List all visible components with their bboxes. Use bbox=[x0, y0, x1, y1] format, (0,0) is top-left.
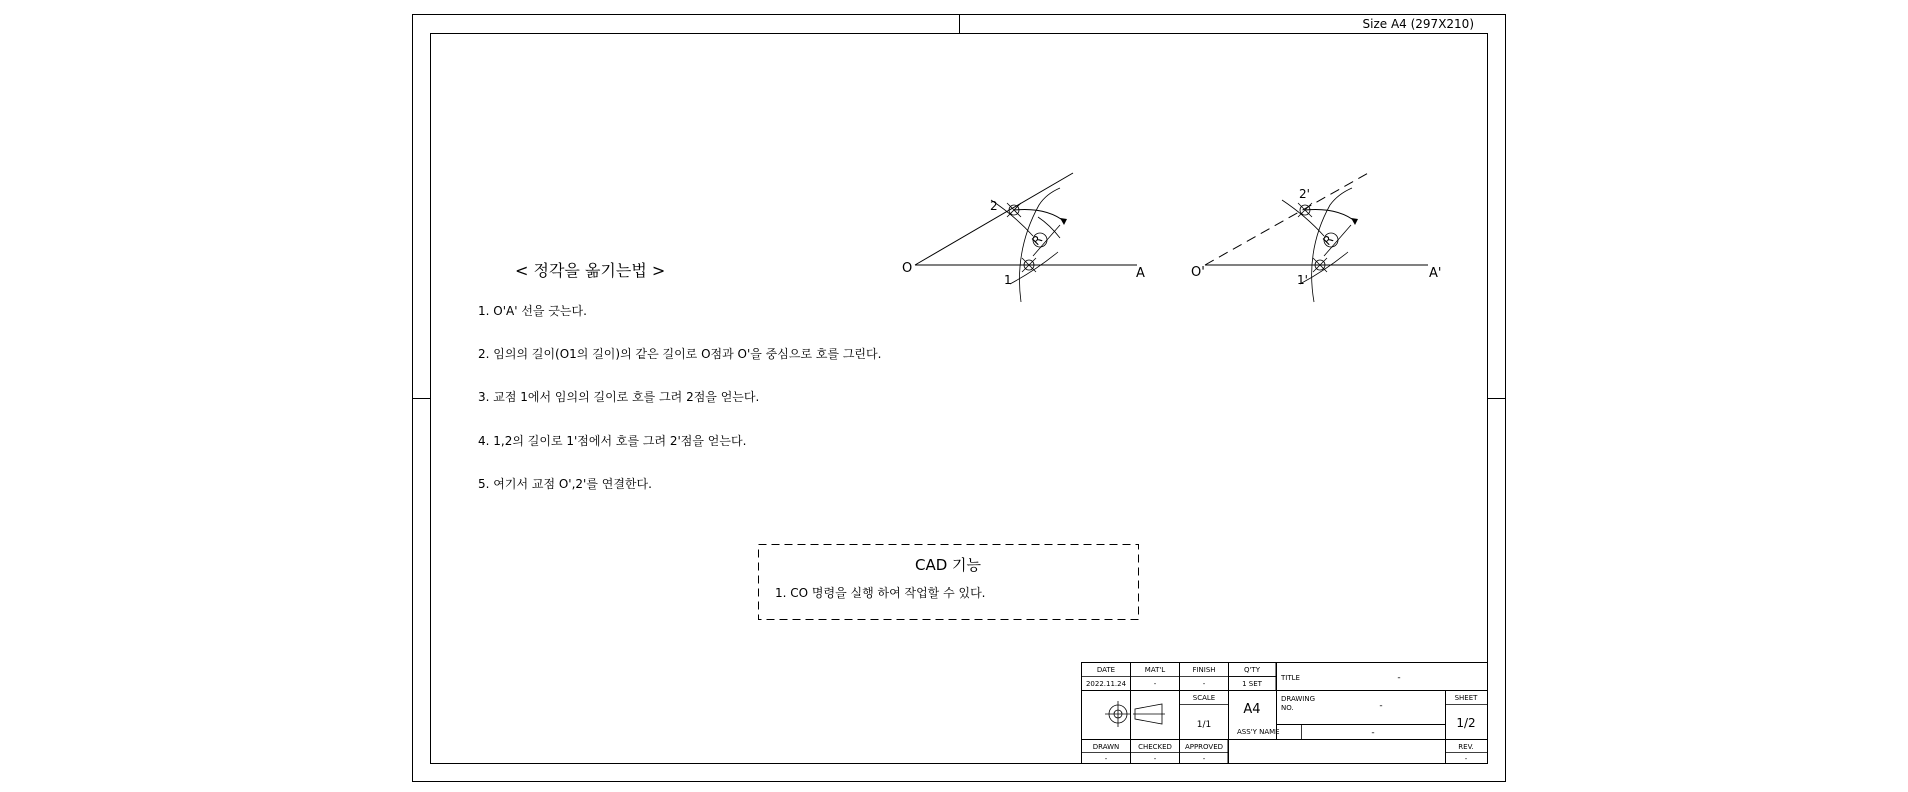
drawing-no-label: DRAWING bbox=[1281, 695, 1316, 703]
material-value: - bbox=[1153, 680, 1157, 688]
drawing-no-value: - bbox=[1379, 701, 1383, 711]
step-1: 1. O'A' 선을 긋는다. bbox=[478, 304, 587, 318]
label-1': 1' bbox=[1297, 273, 1308, 287]
label-O: O bbox=[902, 261, 913, 276]
radius-label-left: R bbox=[1029, 232, 1046, 249]
arc-at-1 bbox=[1010, 252, 1058, 284]
quantity-label: Q'TY bbox=[1244, 666, 1260, 674]
sheet-label: SHEET bbox=[1454, 694, 1478, 702]
paper-size-value: A4 bbox=[1243, 702, 1261, 717]
sheet-value: 1/2 bbox=[1456, 716, 1476, 730]
revision-value: - bbox=[1464, 755, 1468, 763]
assembly-name-label: ASS'Y NAME bbox=[1237, 728, 1280, 736]
step-2: 2. 임의의 길이(O1의 길이)의 같은 길이로 O점과 O'을 중심으로 호를 그린다. bbox=[478, 347, 882, 361]
cad-box-title: CAD 기능 bbox=[914, 556, 982, 574]
material-label: MAT'L bbox=[1144, 666, 1166, 674]
scale-value: 1/1 bbox=[1196, 720, 1212, 730]
scale-label: SCALE bbox=[1192, 694, 1216, 702]
step-4: 4. 1,2의 길이로 1'점에서 호를 그려 2'점을 얻는다. bbox=[478, 434, 747, 448]
label-2: 2 bbox=[990, 199, 998, 213]
label-O': O' bbox=[1191, 265, 1205, 280]
page-heading: < 정각을 옮기는법 > bbox=[515, 261, 666, 280]
title-value: - bbox=[1397, 673, 1401, 683]
approved-label: APPROVED bbox=[1184, 743, 1224, 751]
label-A': A' bbox=[1429, 266, 1442, 281]
radius-label-right: R bbox=[1320, 232, 1337, 249]
label-1: 1 bbox=[1004, 273, 1012, 287]
finish-value: - bbox=[1202, 680, 1206, 688]
date-label: DATE bbox=[1096, 666, 1116, 674]
checked-value: - bbox=[1153, 755, 1157, 763]
step-3: 3. 교점 1에서 임의의 길이로 호를 그려 2점을 얻는다. bbox=[478, 390, 760, 404]
radius-arc bbox=[1038, 217, 1060, 238]
date-value: 2022.11.24 bbox=[1085, 680, 1127, 688]
angle-side-line bbox=[915, 173, 1073, 265]
label-2': 2' bbox=[1299, 187, 1310, 201]
title-label: TITLE bbox=[1281, 674, 1300, 682]
step-5: 5. 여기서 교점 O',2'를 연결한다. bbox=[478, 477, 652, 491]
quantity-value: 1 SET bbox=[1242, 680, 1262, 688]
figure-original-angle bbox=[902, 173, 1145, 302]
transferred-side-line bbox=[1205, 172, 1370, 265]
third-angle-projection-icon bbox=[1105, 701, 1165, 727]
assembly-name-value: - bbox=[1371, 728, 1375, 738]
finish-label: FINISH bbox=[1192, 666, 1216, 674]
drawn-label: DRAWN bbox=[1092, 743, 1120, 751]
figure-transferred-angle bbox=[1191, 172, 1441, 302]
checked-label: CHECKED bbox=[1138, 743, 1172, 751]
revision-label: REV. bbox=[1458, 743, 1474, 751]
sheet-size-label: Size A4 (297X210) bbox=[1362, 17, 1474, 31]
approved-value: - bbox=[1202, 755, 1206, 763]
title-block bbox=[1081, 662, 1488, 764]
drawing-no-label-2: NO. bbox=[1281, 704, 1294, 712]
cad-box-item: 1. CO 명령을 실행 하여 작업할 수 있다. bbox=[775, 586, 986, 600]
drawn-value: - bbox=[1104, 755, 1108, 763]
label-A: A bbox=[1136, 266, 1145, 281]
